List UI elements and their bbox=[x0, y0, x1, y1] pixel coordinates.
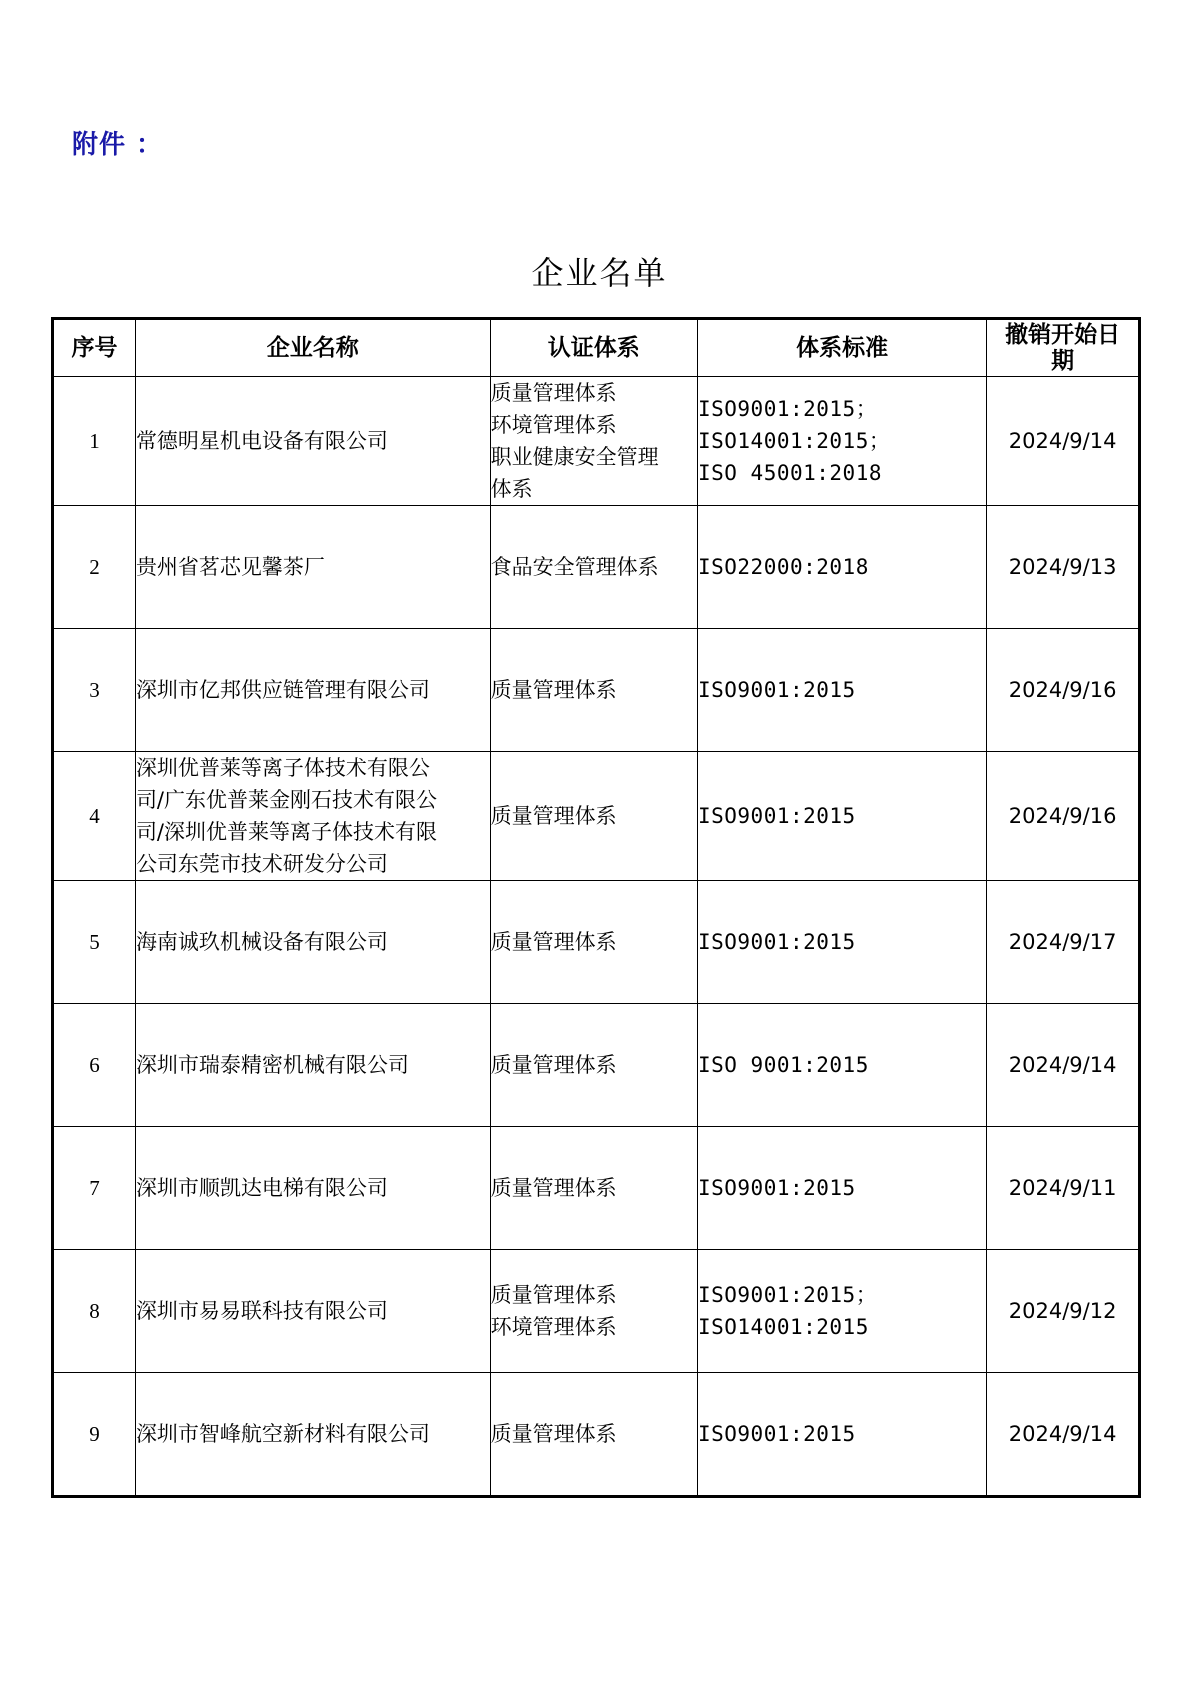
header-date-line1: 撤销开始日 bbox=[1005, 322, 1121, 348]
certification-system bbox=[490, 752, 697, 881]
company-name-line: 司/广东优普莱金刚石技术有限公 bbox=[135, 788, 438, 812]
certification-system-line: 质量管理体系 bbox=[490, 1053, 617, 1077]
system-standard bbox=[697, 629, 986, 752]
certification-system-line: 质量管理体系 bbox=[490, 930, 617, 954]
row-number: 2 bbox=[53, 506, 136, 629]
annex-label: 附件 ： bbox=[72, 130, 164, 160]
system-standard-line: ISO9001:2015 bbox=[697, 1176, 856, 1200]
system-standard-line: ISO 45001:2018 bbox=[697, 461, 882, 485]
certification-system-line: 环境管理体系 bbox=[490, 1315, 617, 1339]
system-standard-line: ISO9001:2015 bbox=[697, 678, 856, 702]
row-number: 3 bbox=[53, 629, 136, 752]
system-standard-line: ISO9001:2015 bbox=[697, 804, 856, 828]
system-standard-line: ISO9001:2015 bbox=[697, 1422, 856, 1446]
system-standard bbox=[697, 752, 986, 881]
table-row bbox=[53, 752, 1140, 881]
revocation-start-date: 2024/9/14 bbox=[987, 377, 1140, 506]
company-name bbox=[135, 1373, 490, 1497]
document-title: 企业名单 bbox=[531, 254, 668, 292]
certification-system-line: 质量管理体系 bbox=[490, 804, 617, 828]
header-system: 认证体系 bbox=[490, 319, 697, 377]
revocation-start-date: 2024/9/14 bbox=[987, 1004, 1140, 1127]
certification-system-line: 食品安全管理体系 bbox=[490, 555, 659, 579]
company-name bbox=[135, 506, 490, 629]
certification-system-line: 环境管理体系 bbox=[490, 413, 617, 437]
company-name bbox=[135, 1004, 490, 1127]
system-standard bbox=[697, 1250, 986, 1373]
system-standard bbox=[697, 881, 986, 1004]
system-standard bbox=[697, 377, 986, 506]
company-name bbox=[135, 1250, 490, 1373]
row-number: 7 bbox=[53, 1127, 136, 1250]
certification-system-line: 质量管理体系 bbox=[490, 381, 617, 405]
row-number: 5 bbox=[53, 881, 136, 1004]
table-row bbox=[53, 506, 1140, 629]
header-no: 序号 bbox=[53, 319, 136, 377]
company-name-line: 深圳市智峰航空新材料有限公司 bbox=[135, 1422, 430, 1446]
revocation-start-date: 2024/9/17 bbox=[987, 881, 1140, 1004]
certification-system bbox=[490, 881, 697, 1004]
revocation-start-date: 2024/9/13 bbox=[987, 506, 1140, 629]
system-standard-line: ISO22000:2018 bbox=[697, 555, 869, 579]
system-standard-line: ISO9001:2015 bbox=[697, 930, 856, 954]
company-name bbox=[135, 881, 490, 1004]
system-standard-line: ISO14001:2015； bbox=[697, 429, 891, 453]
certification-system bbox=[490, 377, 697, 506]
system-standard bbox=[697, 1373, 986, 1497]
certification-system-line: 职业健康安全管理 bbox=[490, 445, 659, 469]
certification-system bbox=[490, 506, 697, 629]
revocation-start-date: 2024/9/16 bbox=[987, 629, 1140, 752]
company-name-line: 海南诚玖机械设备有限公司 bbox=[135, 930, 388, 954]
header-date bbox=[987, 319, 1140, 377]
revocation-start-date: 2024/9/12 bbox=[987, 1250, 1140, 1373]
certification-system bbox=[490, 629, 697, 752]
company-name-line: 深圳优普莱等离子体技术有限公 bbox=[135, 756, 430, 780]
certification-system-line: 质量管理体系 bbox=[490, 1422, 617, 1446]
row-number: 8 bbox=[53, 1250, 136, 1373]
company-name-line: 深圳市顺凯达电梯有限公司 bbox=[135, 1176, 388, 1200]
header-company: 企业名称 bbox=[135, 319, 490, 377]
company-name-line: 深圳市瑞泰精密机械有限公司 bbox=[135, 1053, 409, 1077]
system-standard-line: ISO14001:2015 bbox=[697, 1315, 869, 1339]
system-standard bbox=[697, 1004, 986, 1127]
table-row bbox=[53, 1127, 1140, 1250]
certification-system-line: 质量管理体系 bbox=[490, 1176, 617, 1200]
company-name-line: 深圳市亿邦供应链管理有限公司 bbox=[135, 678, 430, 702]
certification-system bbox=[490, 1250, 697, 1373]
header-standard: 体系标准 bbox=[697, 319, 986, 377]
table-row bbox=[53, 1250, 1140, 1373]
revocation-start-date: 2024/9/11 bbox=[987, 1127, 1140, 1250]
system-standard-line: ISO9001:2015； bbox=[697, 397, 878, 421]
table-row bbox=[53, 629, 1140, 752]
table-row bbox=[53, 1373, 1140, 1497]
system-standard-line: ISO 9001:2015 bbox=[697, 1053, 869, 1077]
header-date-line2: 期 bbox=[1051, 348, 1075, 374]
system-standard bbox=[697, 506, 986, 629]
certification-system bbox=[490, 1004, 697, 1127]
table-row bbox=[53, 881, 1140, 1004]
company-name bbox=[135, 377, 490, 506]
row-number: 9 bbox=[53, 1373, 136, 1497]
table-row bbox=[53, 377, 1140, 506]
table-header-row bbox=[53, 319, 1140, 377]
company-name-line: 常德明星机电设备有限公司 bbox=[135, 429, 388, 453]
company-name bbox=[135, 629, 490, 752]
certification-system-line: 质量管理体系 bbox=[490, 678, 617, 702]
row-number: 4 bbox=[53, 752, 136, 881]
company-name-line: 贵州省茗芯见馨茶厂 bbox=[135, 555, 325, 579]
certification-system bbox=[490, 1127, 697, 1250]
revocation-start-date: 2024/9/14 bbox=[987, 1373, 1140, 1497]
certification-system-line: 体系 bbox=[490, 477, 533, 501]
system-standard bbox=[697, 1127, 986, 1250]
company-name-line: 公司东莞市技术研发分公司 bbox=[135, 852, 388, 876]
company-name-line: 深圳市易易联科技有限公司 bbox=[135, 1299, 388, 1323]
revocation-start-date: 2024/9/16 bbox=[987, 752, 1140, 881]
certification-system-line: 质量管理体系 bbox=[490, 1283, 617, 1307]
company-name-line: 司/深圳优普莱等离子体技术有限 bbox=[135, 820, 438, 844]
row-number: 1 bbox=[53, 377, 136, 506]
company-name bbox=[135, 752, 490, 881]
company-list-table bbox=[51, 317, 1141, 1498]
system-standard-line: ISO9001:2015； bbox=[697, 1283, 878, 1307]
company-name bbox=[135, 1127, 490, 1250]
table-row bbox=[53, 1004, 1140, 1127]
certification-system bbox=[490, 1373, 697, 1497]
row-number: 6 bbox=[53, 1004, 136, 1127]
